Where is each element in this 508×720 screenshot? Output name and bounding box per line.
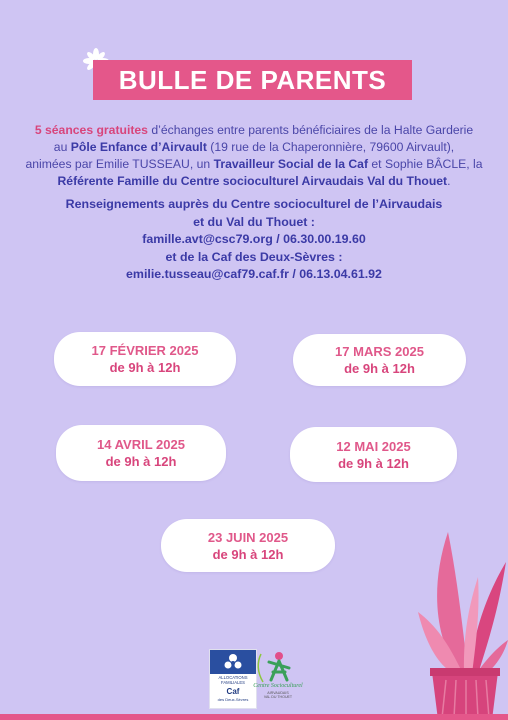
session-time: de 9h à 12h — [105, 454, 177, 469]
caf-tagline-2: FAMILIALES — [221, 680, 245, 685]
caf-tagline-1: ALLOCATIONS — [218, 675, 248, 680]
session-card — [293, 334, 466, 386]
intro-text: animées par Emilie TUSSEAU, un — [25, 157, 214, 171]
session-time: de 9h à 12h — [109, 360, 181, 375]
caf-contact-heading: et de la Caf des Deux-Sèvres : — [165, 249, 343, 264]
intro-text: au — [53, 140, 71, 154]
intro-text: d’échanges entre parents bénéficiaires de la Halte Garderie — [147, 123, 474, 137]
caf-department: des Deux-Sèvres — [217, 697, 249, 702]
intro-text: et Sophie BÂCLE, la — [368, 157, 483, 171]
intro-line-4 — [8, 173, 500, 190]
session-date: 17 FÉVRIER 2025 — [91, 343, 199, 358]
session-date: 17 MARS 2025 — [335, 344, 424, 359]
session-card — [290, 427, 457, 482]
csc-subtitle-1: AIRVAUDAIS — [267, 691, 289, 695]
bottom-accent-bar — [0, 714, 508, 720]
csc-subtitle — [253, 691, 303, 699]
session-date: 23 JUIN 2025 — [207, 529, 289, 545]
session-date: 14 AVRIL 2025 — [97, 437, 185, 452]
caf-tagline — [210, 675, 256, 685]
highlight-venue: Pôle Enfance d’Airvault — [70, 140, 207, 154]
highlight-free-sessions: 5 séances gratuites — [34, 123, 148, 137]
caf-emblem-icon — [210, 650, 256, 674]
session-time: de 9h à 12h — [338, 455, 409, 471]
session-time: de 9h à 12h — [344, 361, 415, 376]
page-title: BULLE DE PARENTS — [118, 64, 387, 95]
csc-figure-icon — [253, 650, 303, 684]
intro-line-3 — [8, 156, 500, 173]
caf-contact-link[interactable]: emilie.tusseau@caf79.caf.fr / 06.13.04.61.92 — [126, 267, 382, 281]
intro-paragraph — [8, 122, 500, 190]
session-card — [54, 332, 236, 386]
session-date: 12 MAI 2025 — [336, 438, 411, 454]
highlight-family-referent: Référente Famille du Centre socioculturel Airvaudais Val du Thouet — [57, 174, 448, 188]
csc-name: Centre Socioculturel — [253, 683, 303, 689]
caf-logo — [209, 649, 257, 709]
contact-heading-cont: et du Val du Thouet : — [193, 214, 315, 229]
contact-heading: Renseignements auprès du Centre socioculturel de l’Airvaudais — [65, 197, 443, 211]
intro-line-1 — [8, 122, 500, 139]
intro-line-2 — [8, 139, 500, 156]
session-card — [56, 425, 226, 481]
intro-text: . — [447, 174, 451, 188]
intro-text: (19 rue de la Chaperonnière, 79600 Airvault), — [206, 140, 455, 154]
csc-logo — [253, 650, 303, 712]
session-card — [161, 519, 335, 572]
csc-subtitle-2: VAL DU THOUET — [263, 695, 293, 700]
csc-contact-link[interactable]: famille.avt@csc79.org / 06.30.00.19.60 — [142, 232, 366, 246]
plant-illustration — [418, 522, 508, 720]
highlight-social-worker: Travailleur Social de la Caf — [213, 157, 369, 171]
contact-block — [20, 196, 488, 284]
title-banner — [93, 60, 412, 100]
caf-name: Caf — [226, 687, 240, 696]
session-time: de 9h à 12h — [212, 546, 284, 562]
